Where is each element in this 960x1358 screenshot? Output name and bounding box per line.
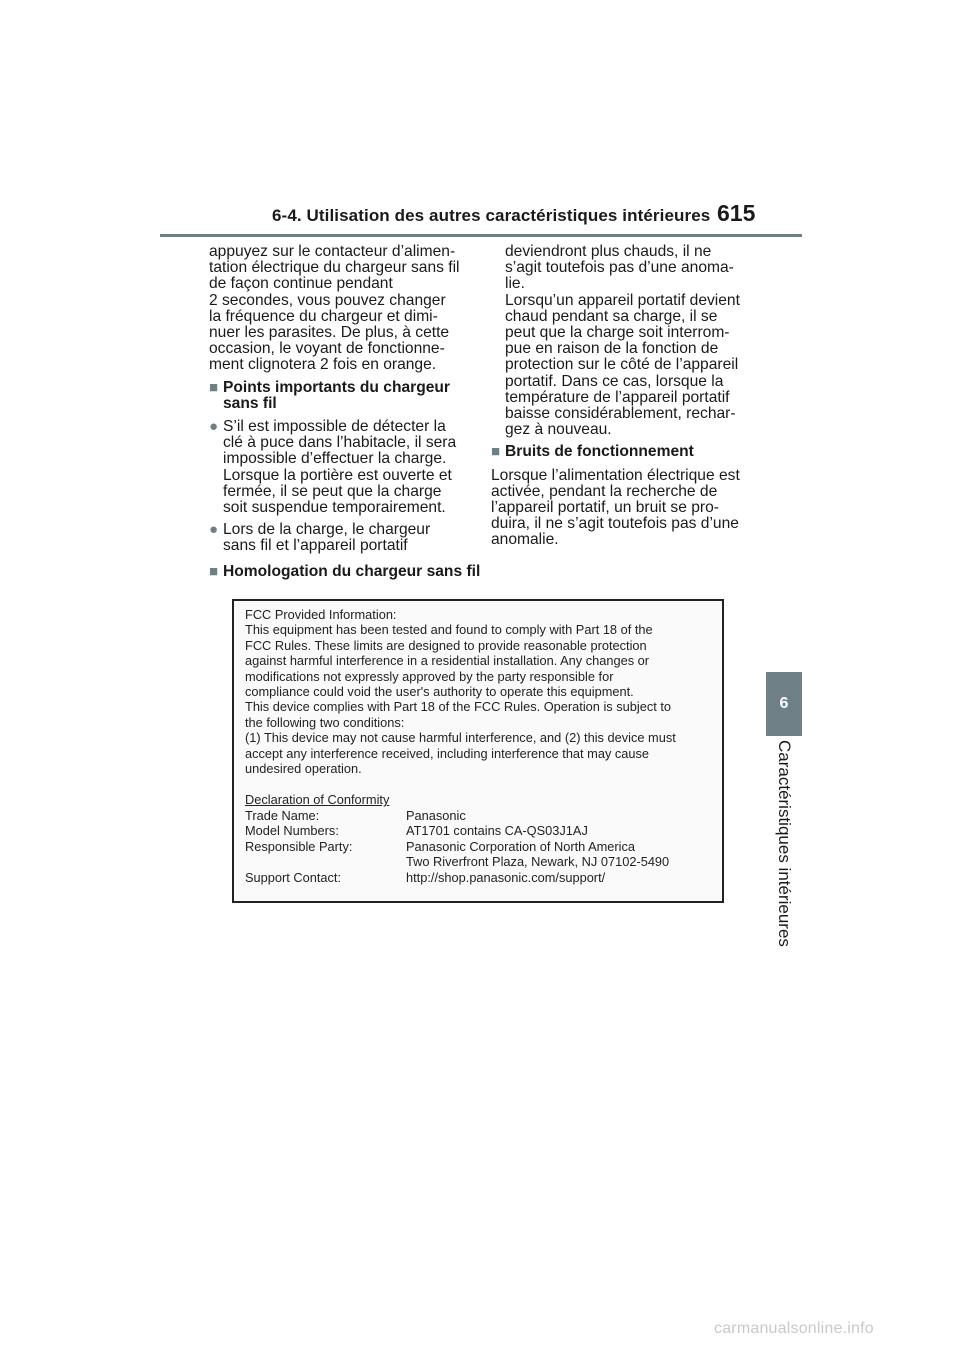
fcc-line: undesired operation. [245,761,362,777]
text-line: impossible d’effectuer la charge. [223,450,447,468]
declaration-title: Declaration of Conformity [245,792,390,808]
circle-bullet-icon: ● [209,521,219,539]
text-line: baisse considérablement, rechar- [505,405,736,423]
declaration-key: Support Contact: [245,869,342,885]
text-line: clé à puce dans l’habitacle, il sera [223,434,457,452]
text-line: Lorsque la portière est ouverte et [223,466,452,484]
text-line: tation électrique du chargeur sans fil [209,259,460,277]
fcc-line: FCC Provided Information: [245,607,397,622]
declaration-key [245,854,406,869]
left-column [209,244,471,561]
text-line: appuyez sur le contacteur d’alimen- [209,243,456,260]
chapter-side-label-text: Caractéristiques intérieures [775,740,794,947]
text-line: soit suspendue temporairement. [223,499,446,517]
text-line: ment clignotera 2 fois en orange. [209,356,437,374]
section-heading-homologation [209,563,543,580]
fcc-line: (1) This device may not cause harmful interference, and (2) this device must [245,730,676,746]
spacer [245,776,712,792]
declaration-row [245,839,712,854]
text-line: s’agit toutefois pas d’une anoma- [505,259,734,277]
declaration-key: Responsible Party: [245,838,353,854]
site-watermark: carmanualsonline.info [714,1320,874,1337]
declaration-key: Model Numbers: [245,823,339,839]
heading-text: Homologation du chargeur sans fil [223,563,481,580]
text-line: pue en raison de la fonction de [505,340,719,358]
section-heading-important-points [209,380,471,412]
right-column [491,244,759,555]
bullet-continuation [491,244,759,438]
text-line: Lors de la charge, le chargeur [223,521,431,539]
heading-line: Bruits de fonctionnement [505,443,694,461]
text-line: deviendront plus chauds, il ne [505,243,712,260]
fcc-line: modifications not expressly approved by the party responsible for [245,668,614,684]
bullet-item-smart-key [209,419,471,516]
text-line: duira, il ne s’agit toutefois pas d’une [491,515,739,533]
page-number: 615 [717,200,756,226]
text-line: portatif. Dans ce cas, lorsque la [505,372,724,390]
declaration-value: Two Riverfront Plaza, Newark, NJ 07102-5490 [406,854,670,870]
fcc-line: the following two conditions: [245,714,405,730]
declaration-row [245,808,712,823]
support-link: http://shop.panasonic.com/support/ [406,869,606,885]
square-bullet-icon: ■ [209,563,219,580]
text-line: chaud pendant sa charge, il se [505,307,718,325]
bullet-item-heating [209,522,471,554]
text-line: fermée, il se peut que la charge [223,482,442,500]
declaration-key: Trade Name: [245,807,320,823]
text-line: occasion, le voyant de fonctionne- [209,340,445,358]
declaration-row [245,854,712,869]
header-divider [160,234,802,237]
section-header-title: 6-4. Utilisation des autres caractéristiques intérieures [272,206,711,225]
text-line: de façon continue pendant [209,275,393,293]
text-line: S’il est impossible de détecter la [223,418,446,436]
fcc-line: against harmful interference in a residential installation. Any changes or [245,653,650,669]
text-line: activée, pendant la recherche de [491,482,718,500]
text-line: Lorsqu’un appareil portatif devient [505,291,740,309]
fcc-line: This equipment has been tested and found to comply with Part 18 of the [245,622,653,638]
chapter-side-label [771,740,797,954]
chapter-tab: 6 [766,672,802,736]
declaration-row [245,823,712,838]
fcc-line: FCC Rules. These limits are designed to provide reasonable protection [245,637,647,653]
declaration-value: AT1701 contains CA-QS03J1AJ [406,823,588,839]
section-heading-noise [491,444,759,460]
circle-bullet-icon: ● [209,418,219,436]
square-bullet-icon: ■ [209,378,219,396]
text-line: 2 secondes, vous pouvez changer [209,291,446,309]
noise-paragraph [491,468,759,549]
fcc-information-box [232,599,724,903]
text-line: température de l’appareil portatif [505,388,730,406]
text-line: l’appareil portatif, un bruit se pro- [491,499,719,517]
declaration-row [245,870,712,885]
square-bullet-icon: ■ [491,443,501,461]
text-line: lie. [505,275,525,293]
declaration-value: Panasonic Corporation of North America [406,838,636,854]
declaration-value: Panasonic [406,807,466,823]
text-line: protection sur le côté de l’appareil [505,356,739,374]
text-line: gez à nouveau. [505,421,612,439]
text-line: nuer les parasites. De plus, à cette [209,324,450,342]
fcc-line: compliance could void the user's authority to operate this equipment. [245,684,634,700]
text-line: la fréquence du chargeur et dimi- [209,307,438,325]
text-line: peut que la charge soit interrom- [505,324,730,342]
text-line: sans fil et l’appareil portatif [223,537,408,555]
heading-line: Points importants du chargeur [223,378,451,396]
fcc-line: accept any interference received, including interference that may cause [245,745,650,761]
text-line: Lorsque l’alimentation électrique est [491,466,740,484]
text-line: anomalie. [491,531,559,549]
heading-line: sans fil [223,394,277,412]
fcc-line: This device complies with Part 18 of the FCC Rules. Operation is subject to [245,699,672,715]
intro-paragraph [209,244,471,374]
